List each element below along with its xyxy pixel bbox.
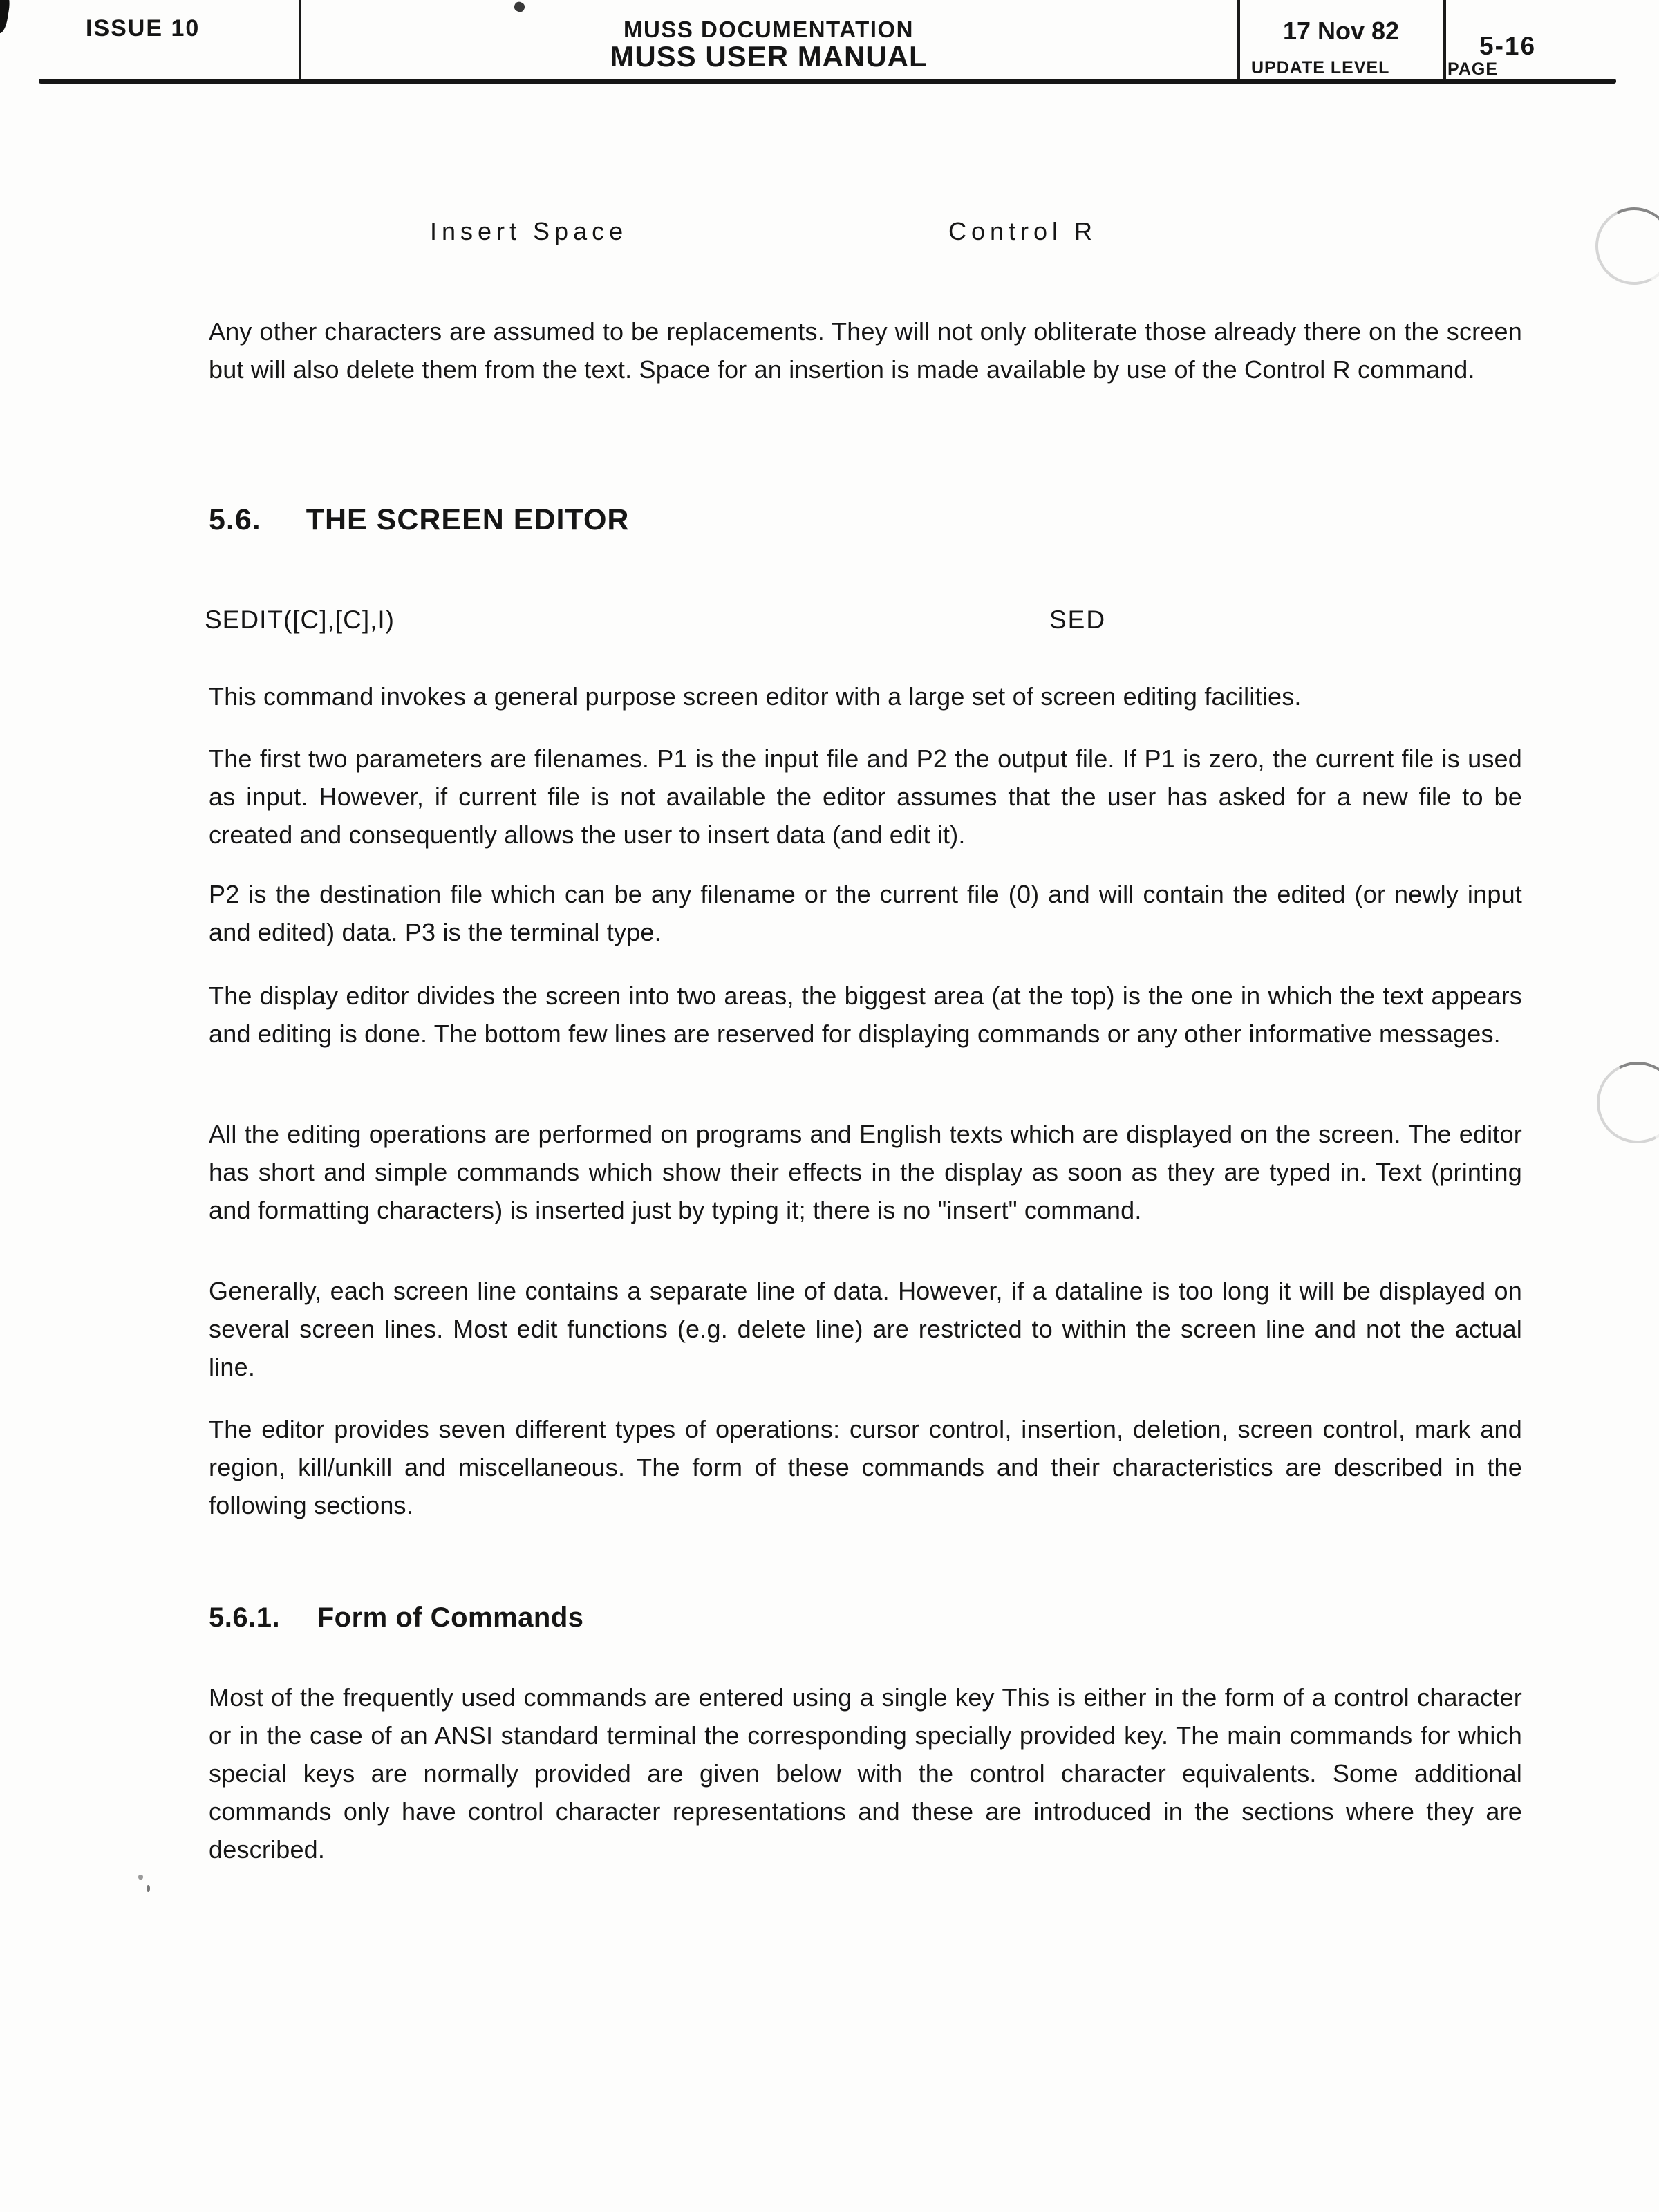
update-level-label: UPDATE LEVEL [1251, 58, 1390, 77]
sedit-syntax: SEDIT([C],[C],I) [205, 606, 395, 634]
document-title-line1: MUSS DOCUMENTATION [624, 17, 914, 42]
paragraph-overview: This command invokes a general purpose screen editor with a large set of screen editing facilities. [209, 682, 1302, 711]
command-name: Insert Space [430, 217, 628, 245]
subsection-number: 5.6.1. [209, 1602, 281, 1633]
paragraph-screen-lines: Generally, each screen line contains a separate line of data. However, if a dataline is too long it will be displayed on several screen lines. Most edit functions (e.g. delete line) are restricted to within the screen line and not the actual line. [209, 1277, 1522, 1381]
paragraph-parameters: The first two parameters are filenames. P1 is the input file and P2 the output file. If P1 is zero, the current file is used as input. However, if current file is not available the editor assumes that the user has asked for a new file to be created and consequently allows the user to insert data (and edit it). [209, 744, 1522, 849]
page-label: PAGE [1447, 59, 1498, 79]
sedit-abbreviation: SED [1049, 606, 1107, 634]
paragraph-form-of-commands: Most of the frequently used commands are entered using a single key This is either in the form of a control character or in the case of an ANSI standard terminal the corresponding specially provided key. The main commands for which special keys are normally provided are given below with the control character equivalents. Some additional commands only have control character representations and these are introduced in the sections where they are described. [209, 1683, 1522, 1864]
section-heading-5-6 [209, 503, 629, 537]
paragraph-destination: P2 is the destination file which can be any filename or the current file (0) and will contain the edited (or newly input and edited) data. P3 is the terminal type. [209, 880, 1522, 946]
issue-label: ISSUE 10 [86, 15, 200, 41]
document-title-line2: MUSS USER MANUAL [610, 40, 928, 73]
header-bottom-rule [39, 79, 1616, 84]
command-key: Control R [948, 217, 1098, 245]
scan-speck-bottom-1 [138, 1875, 143, 1880]
document-title [301, 18, 1236, 71]
scan-edge-artifact [0, 0, 11, 34]
page-number: 5-16 [1479, 32, 1537, 60]
update-date: 17 Nov 82 [1282, 17, 1400, 45]
section-heading-5-6-1 [209, 1602, 584, 1633]
scan-speck-bottom-2 [147, 1885, 150, 1892]
paragraph-screen-areas: The display editor divides the screen into two areas, the biggest area (at the top) is the one in which the text appears and editing is done. The bottom few lines are reserved for displaying commands or any other informative messages. [209, 982, 1522, 1048]
punch-hole-shadow-top [1585, 197, 1659, 294]
header-divider-3 [1443, 0, 1446, 82]
subsection-title: Form of Commands [317, 1602, 584, 1633]
paragraph-operation-types: The editor provides seven different types of operations: cursor control, insertion, deletion, screen control, mark and region, kill/unkill and miscellaneous. The form of these commands and their characteristics are described in the following sections. [209, 1415, 1522, 1519]
punch-hole-shadow-middle [1586, 1051, 1659, 1154]
section-number: 5.6. [209, 503, 261, 536]
section-title: THE SCREEN EDITOR [306, 503, 630, 536]
intro-paragraph: Any other characters are assumed to be replacements. They will not only obliterate those already there on the screen but will also delete them from the text. Space for an insertion is made available by use of the Control R command. [209, 317, 1522, 384]
scan-speck-top [513, 0, 527, 13]
paragraph-editing-operations: All the editing operations are performed on programs and English texts which are displayed on the screen. The editor has short and simple commands which show their effects in the display as soon as they are typed in. Text (printing and formatting characters) is inserted just by typing it; there is no "insert" command. [209, 1120, 1522, 1224]
